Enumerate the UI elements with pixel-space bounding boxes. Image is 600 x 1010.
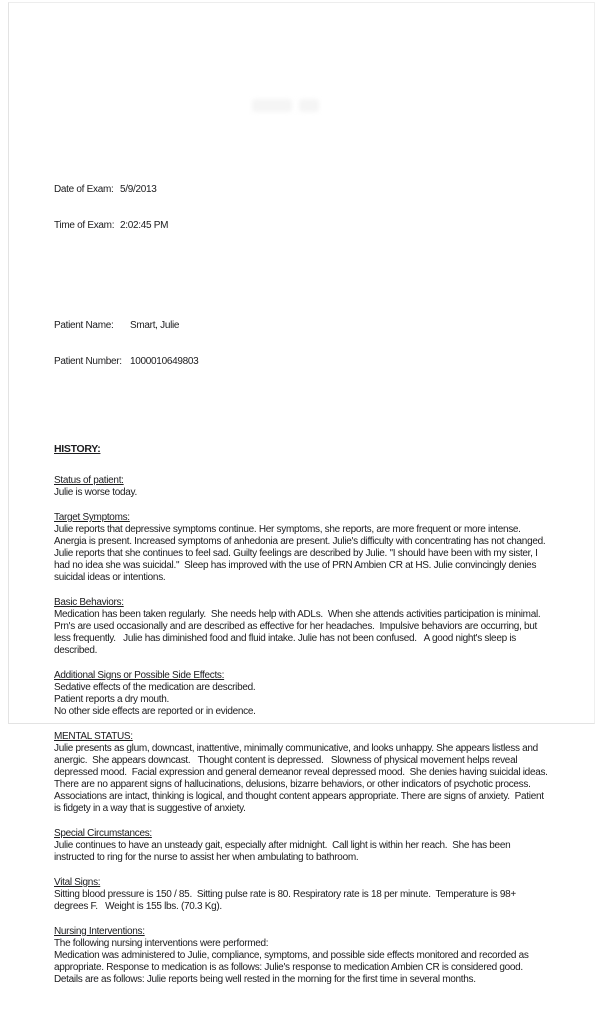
progress-note-document bbox=[54, 124, 551, 1010]
section-text: Medication has been taken regularly. She needs help with ADLs. When she attends activities participation is minimal. Prn's are used occasionally and are described as effective for her headaches. Impulsive behaviors are occurring, but less frequently. Julie has diminished food and fluid intake. Julie has not been confused. A good night's sleep is described. bbox=[54, 609, 543, 656]
section-heading: HISTORY: bbox=[54, 443, 101, 455]
exam-date-row bbox=[54, 184, 551, 196]
section-heading: Status of patient: bbox=[54, 475, 124, 486]
section-text: Sitting blood pressure is 150 / 85. Sitting pulse rate is 80. Respiratory rate is 18 per minute. Temperature is 98+ degrees F. Weight is 155 lbs. (70.3 Kg). bbox=[54, 889, 519, 912]
patient-number-row bbox=[54, 356, 551, 368]
document-sections bbox=[54, 443, 551, 986]
section-text: Sedative effects of the medication are described. bbox=[54, 682, 256, 693]
patient-number-label: Patient Number: bbox=[54, 356, 122, 367]
patient-info-block bbox=[54, 296, 551, 392]
section-heading: Vital Signs: bbox=[54, 877, 101, 888]
section-text: Julie reports that depressive symptoms continue. Her symptoms, she reports, are more frequent or more intense. Anergia is present. Increased symptoms of anhedonia are present. Julie's difficulty with concentrating has not changed. Julie reports that she continues to feel sad. Guilty feelings are described by Julie. "I should have been with my sister, I had no idea she was suicidal." Sleep has improved with the use of PRN Ambien CR at HS. Julie convincingly denies suicidal ideas or intentions. bbox=[54, 524, 551, 583]
patient-number-value: 1000010649803 bbox=[130, 356, 199, 367]
document-section bbox=[54, 731, 551, 815]
exam-info-block bbox=[54, 160, 551, 256]
document-section bbox=[54, 926, 551, 986]
section-heading: Basic Behaviors: bbox=[54, 597, 124, 608]
section-text: Medication was administered to Julie, compliance, symptoms, and possible side effects monitored and recorded as appropriate. Response to medication is as follows: Julie's response to medication Ambien CR is considered good. Details are as follows: Julie reports being well rested in the morning for the first time in several months. bbox=[54, 950, 532, 985]
exam-date-label: Date of Exam: bbox=[54, 184, 114, 195]
document-section bbox=[54, 828, 551, 864]
section-text: Julie presents as glum, downcast, inattentive, minimally communicative, and looks unhappy. She appears listless and anergic. She appears downcast. Thought content is depressed. Slowness of physical movement helps reveal depressed mood. Facial expression and general demeanor reveal depressed mood. She denies having suicidal ideas. There are no apparent signs of hallucinations, delusions, bizarre behaviors, or other indicators of psychotic process. Associations are intact, thinking is logical, and thought content appears appropriate. There are signs of anxiety. Patient is fidgety in a way that is suggestive of anxiety. bbox=[54, 743, 550, 814]
patient-name-value: Smart, Julie bbox=[130, 320, 180, 331]
section-heading: Target Symptoms: bbox=[54, 512, 130, 523]
exam-time-label: Time of Exam: bbox=[54, 220, 115, 231]
document-section bbox=[54, 670, 551, 718]
patient-name-label: Patient Name: bbox=[54, 320, 114, 331]
section-text: Patient reports a dry mouth. bbox=[54, 694, 169, 705]
document-section bbox=[54, 512, 551, 584]
section-heading: MENTAL STATUS: bbox=[54, 731, 133, 742]
document-section bbox=[54, 443, 551, 455]
document-section bbox=[54, 475, 551, 499]
patient-name-row bbox=[54, 320, 551, 332]
section-heading: Additional Signs or Possible Side Effects: bbox=[54, 670, 225, 681]
document-section bbox=[54, 877, 551, 913]
exam-time-row bbox=[54, 220, 551, 232]
section-text: No other side effects are reported or in evidence. bbox=[54, 706, 256, 717]
faded-watermark bbox=[299, 99, 319, 112]
document-section bbox=[54, 597, 551, 657]
section-text: The following nursing interventions were performed: bbox=[54, 938, 269, 949]
exam-time-value: 2:02:45 PM bbox=[120, 220, 169, 231]
faded-watermark bbox=[252, 99, 292, 112]
section-heading: Nursing Interventions: bbox=[54, 926, 145, 937]
exam-date-value: 5/9/2013 bbox=[120, 184, 157, 195]
section-heading: Special Circumstances: bbox=[54, 828, 152, 839]
section-text: Julie is worse today. bbox=[54, 487, 137, 498]
section-text: Julie continues to have an unsteady gait, especially after midnight. Call light is within her reach. She has been instructed to ring for the nurse to assist her when ambulating to bathroom. bbox=[54, 840, 513, 863]
